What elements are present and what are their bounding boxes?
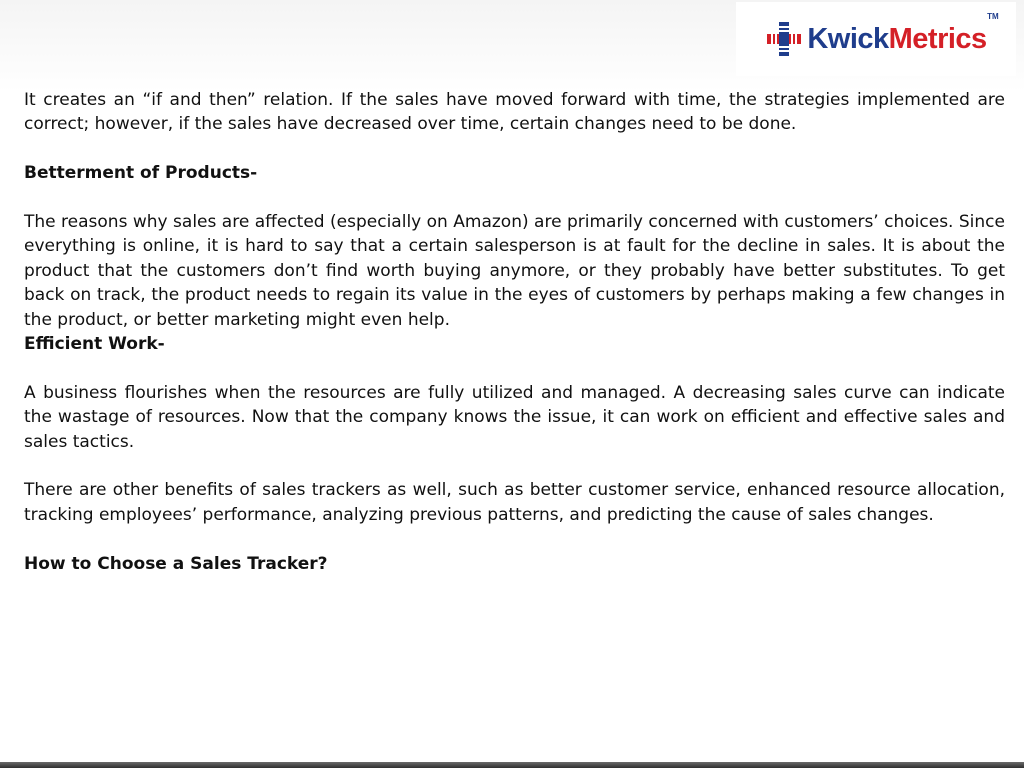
- logo-trademark: TM: [987, 12, 999, 21]
- logo-text-metrics: Metrics: [888, 22, 987, 55]
- kwickmetrics-logo: [736, 2, 1016, 76]
- intro-paragraph: It creates an “if and then” relation. If the sales have moved forward with time, the strategies implemented are correct; however, if the sales have decreased over time, certain changes need to be done.: [24, 90, 1005, 135]
- bottom-border-bar: [0, 762, 1024, 768]
- products-paragraph: The reasons why sales are affected (especially on Amazon) are primarily concerned with customers’ choices. Since everything is online, it is hard to say that a certain salesperson is at fault for the decline in sales. It is about the product that the customers don’t find worth buying anymore, or they probably have better substitutes. To get back on track, the product needs to regain its value in the eyes of customers by perhaps making a few changes in the product, or better marketing might even help.: [24, 212, 1005, 330]
- kwickmetrics-logo-icon: [765, 20, 803, 58]
- logo-inner: [765, 12, 999, 58]
- heading-betterment-of-products: Betterment of Products-: [24, 163, 258, 184]
- heading-how-to-choose: How to Choose a Sales Tracker?: [24, 553, 328, 574]
- benefits-paragraph: There are other benefits of sales trackers as well, such as better customer service, enhanced resource allocation, tracking employees’ performance, analyzing previous patterns, and predicting the cause of sales changes.: [24, 480, 1005, 525]
- article-body: [24, 88, 1005, 600]
- logo-text-kwick: Kwick: [807, 22, 889, 55]
- logo-wordmark: [807, 22, 987, 55]
- work-paragraph: A business flourishes when the resources are fully utilized and managed. A decreasing sales curve can indicate the wastage of resources. Now that the company knows the issue, it can work on efficient and effective sales and sales tactics.: [24, 382, 1005, 452]
- heading-efficient-work: Efficient Work-: [24, 334, 165, 355]
